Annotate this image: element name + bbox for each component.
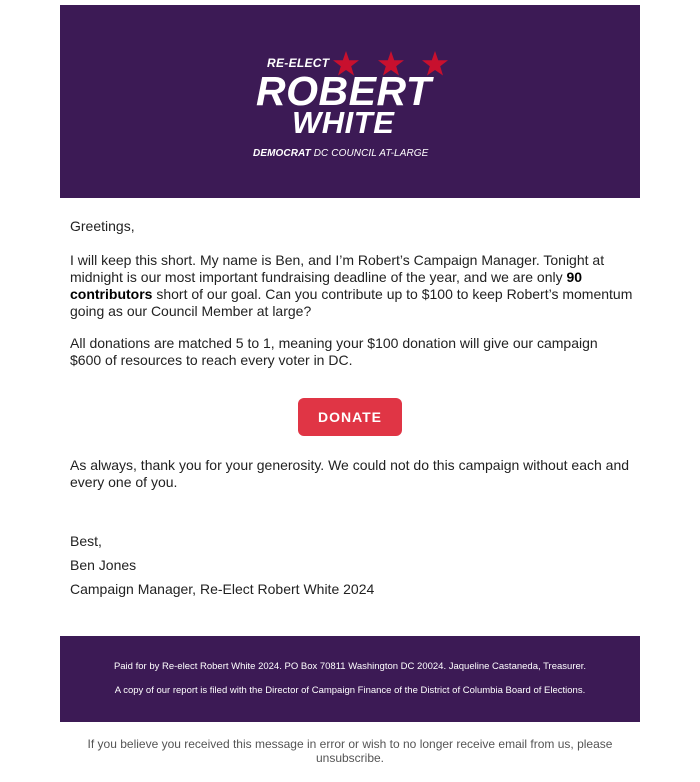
- logo-reelect-text: RE-ELECT: [267, 56, 330, 70]
- signoff: Best,: [70, 533, 102, 549]
- report-disclaimer: A copy of our report is filed with the Director of Campaign Finance of the District of Columbia Board of Elections.: [114, 685, 586, 696]
- logo-office: DC COUNCIL AT-LARGE: [313, 148, 429, 159]
- campaign-logo: [60, 5, 640, 198]
- intro-text-part1: I will keep this short. My name is Ben, and I’m Robert’s Campaign Manager. Tonight at midnight is our most important fundraising deadline of the year, and we are only: [70, 252, 605, 285]
- logo-party: DEMOCRAT: [253, 148, 311, 159]
- logo-last-name: WHITE: [292, 105, 395, 140]
- signer-title: Campaign Manager, Re-Elect Robert White 2024: [70, 581, 375, 597]
- disclaimer-footer: [60, 636, 640, 722]
- intro-text-part2: short of our goal. Can you contribute up to $100 to keep Robert’s momentum going as our Council Member at large?: [70, 286, 633, 319]
- match-paragraph: All donations are matched 5 to 1, meaning your $100 donation will give our campaign $600 of resources to reach every voter in DC.: [70, 335, 598, 368]
- logo-first-name: ROBERT: [256, 68, 432, 114]
- paid-for-disclaimer: Paid for by Re-elect Robert White 2024. PO Box 70811 Washington DC 20024. Jaqueline Castaneda, Treasurer.: [113, 661, 587, 672]
- logo-office-line: [253, 148, 428, 159]
- campaign-header-banner: [60, 5, 640, 198]
- intro-paragraph: [70, 252, 636, 320]
- greeting: Greetings,: [70, 218, 135, 234]
- signer-name: Ben Jones: [70, 557, 137, 573]
- intro-bold-contributors: 90 contributors: [70, 269, 583, 302]
- donate-button[interactable]: DONATE: [298, 398, 402, 436]
- unsubscribe-text[interactable]: If you believe you received this message in error or wish to no longer receive email from us, please unsubscribe.: [87, 737, 613, 765]
- thanks-paragraph: As always, thank you for your generosity. We could not do this campaign without each and every one of you.: [70, 457, 630, 490]
